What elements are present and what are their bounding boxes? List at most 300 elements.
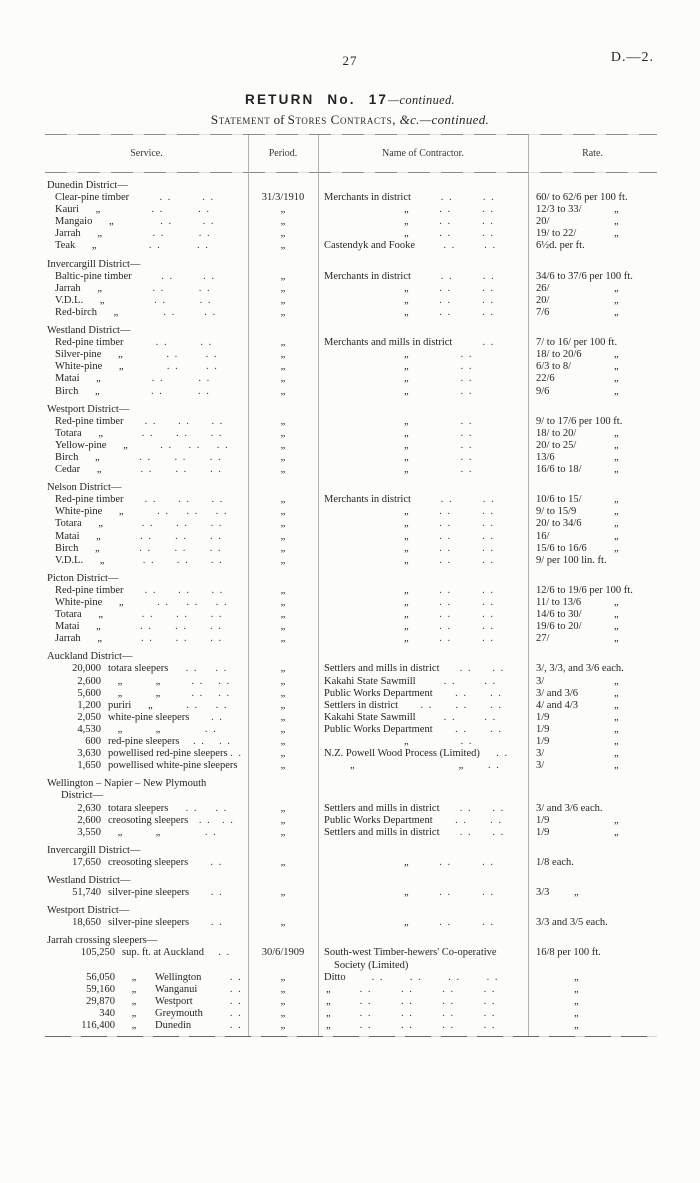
rate-value: 18/ to 20/	[536, 427, 577, 439]
contractor-cell	[318, 760, 528, 772]
contractor-name: Merchants in district	[324, 270, 411, 282]
leader-dots: . .	[359, 1007, 372, 1019]
leader-dots: . .	[460, 361, 474, 373]
ditto-mark: „	[458, 760, 464, 772]
dot-leaders	[411, 192, 525, 204]
table-row	[45, 736, 657, 748]
section-title: Auckland District—	[47, 651, 133, 663]
dot-leaders	[227, 984, 245, 996]
service-name: Teak	[55, 240, 76, 252]
contractor-cell	[318, 609, 528, 621]
ditto-mark: „	[404, 373, 409, 385]
rate-cell	[528, 815, 657, 827]
rate-value: 10/6 to 15/	[536, 494, 582, 506]
contractor-cell	[318, 307, 528, 319]
dot-leaders	[168, 803, 245, 815]
rate-cell	[528, 518, 657, 530]
place-name: Dunedin	[155, 1020, 192, 1031]
table-section	[45, 482, 657, 567]
ditto-mark: „	[404, 856, 409, 868]
dot-leaders	[177, 827, 245, 839]
table-row	[45, 827, 657, 839]
dot-leaders	[119, 633, 245, 645]
table-row	[45, 543, 657, 555]
leader-dots: . .	[175, 464, 188, 476]
ditto-mark: „	[404, 597, 409, 608]
rate-cell	[528, 609, 657, 621]
leader-dots: . .	[163, 306, 176, 318]
leader-dots: . .	[484, 240, 497, 252]
dot-leaders	[331, 1008, 525, 1020]
dot-leaders	[179, 736, 245, 748]
table-row	[45, 349, 657, 361]
contractor-cell	[318, 428, 528, 440]
table-row	[45, 633, 657, 645]
rate-cell	[528, 307, 657, 319]
ditto-mark: „	[614, 349, 619, 361]
section-title: Westland District—	[47, 325, 131, 337]
ditto-mark: „	[614, 439, 619, 451]
period-cell: „	[280, 494, 286, 506]
leader-dots: . .	[487, 760, 501, 772]
leader-dots: . .	[141, 609, 155, 621]
dot-leaders	[416, 676, 525, 688]
contractor-cell	[318, 857, 528, 869]
rate-value: 16/	[536, 530, 550, 542]
leader-dots: . .	[409, 971, 423, 983]
leader-dots: . .	[178, 494, 191, 506]
leader-dots: . .	[218, 947, 231, 959]
leader-dots: . .	[150, 385, 164, 397]
section-title: Westport District—	[47, 403, 130, 415]
rate-value: 1/9	[536, 736, 550, 748]
contractor-cell	[318, 192, 528, 204]
period-cell: „	[280, 518, 286, 530]
service-cell	[45, 827, 248, 839]
leader-dots: . .	[482, 609, 495, 621]
ditto-mark: „	[404, 228, 409, 240]
leader-dots: . .	[204, 306, 217, 318]
ditto-mark: „	[94, 385, 100, 397]
period-cell: „	[280, 802, 286, 814]
quantity-value: 2,630	[77, 802, 101, 814]
table-row	[45, 585, 657, 597]
table-row	[45, 972, 657, 984]
rate-value: 15/6 to 16/6	[536, 542, 587, 554]
rate-cell	[528, 736, 657, 748]
dot-leaders	[116, 452, 245, 464]
leader-dots: . .	[178, 584, 191, 596]
rate-cell	[528, 585, 657, 597]
service-cell	[45, 506, 248, 518]
period-cell: „	[280, 760, 286, 772]
leader-dots: . .	[191, 687, 204, 699]
leader-dots: . .	[439, 584, 452, 596]
period-cell: „	[280, 826, 286, 838]
rate-cell	[528, 386, 657, 398]
leader-dots: . .	[152, 282, 165, 294]
leader-dots: . .	[229, 995, 243, 1007]
rate-value: 3/	[536, 760, 545, 772]
period-cell: „	[280, 306, 286, 318]
contractor-cell	[318, 663, 528, 675]
leader-dots: . .	[210, 530, 223, 542]
quantity-value: 29,870	[86, 995, 115, 1007]
dot-leaders	[398, 700, 525, 712]
contractor-name: Settlers and mills in district	[324, 663, 440, 675]
column-divider-3	[528, 135, 529, 1036]
ditto-mark: „	[574, 1007, 579, 1019]
leader-dots: . .	[371, 971, 384, 983]
service-cell	[45, 295, 248, 307]
service-name: totara sleepers	[108, 802, 169, 814]
leader-dots: . .	[209, 542, 223, 554]
leader-dots: . .	[174, 451, 187, 463]
ditto-mark: „	[99, 554, 105, 566]
rate-value: 27/	[536, 633, 550, 645]
table-row	[45, 1008, 657, 1020]
leader-dots: . .	[439, 204, 452, 216]
leader-dots: . .	[210, 518, 223, 530]
ditto-mark: „	[123, 439, 128, 451]
rate-value: 60/ to 62/6 per 100 ft.	[536, 192, 628, 204]
leader-dots: . .	[211, 584, 224, 596]
service-cell	[45, 917, 248, 929]
leader-dots: . .	[210, 711, 224, 723]
ditto-mark: „	[404, 451, 409, 463]
section-title: Invercargill District—	[47, 844, 141, 856]
rate-value: 1/9	[536, 814, 550, 826]
rate-cell	[528, 748, 657, 760]
leader-dots: . .	[439, 228, 452, 240]
rate-cell	[528, 827, 657, 839]
service-name: Kauri	[55, 204, 79, 216]
service-cell	[45, 283, 248, 295]
ditto-mark: „	[404, 306, 409, 318]
leader-dots: . .	[482, 192, 496, 204]
period-cell: „	[280, 971, 286, 983]
contractor-cell	[318, 506, 528, 518]
leader-dots: . .	[198, 814, 212, 826]
leader-dots: . .	[198, 282, 212, 294]
table-row	[45, 857, 657, 869]
leader-dots: . .	[188, 439, 201, 451]
quantity-value: 3,630	[77, 748, 101, 760]
ditto-mark: „	[614, 361, 619, 373]
service-name: V.D.L.	[55, 554, 84, 566]
quantity-value: 56,050	[86, 971, 115, 983]
period-cell: „	[280, 917, 286, 929]
rate-value: 1/9	[536, 711, 550, 723]
leader-dots: . .	[178, 415, 191, 427]
leader-dots: . .	[482, 633, 495, 645]
ditto-mark: „	[404, 464, 409, 476]
dot-leaders	[409, 543, 525, 555]
contractor-cell	[318, 585, 528, 597]
section-title: Jarrah crossing sleepers—	[47, 935, 158, 947]
leader-dots: . .	[439, 306, 452, 318]
subtitle-part-1: Statement	[210, 112, 271, 127]
leader-dots: . .	[159, 192, 172, 204]
leader-dots: . .	[455, 723, 468, 735]
leader-dots: . .	[176, 554, 190, 566]
rate-value: 12/6 to 19/6 per 100 ft.	[536, 584, 633, 596]
rate-cell	[528, 917, 657, 929]
rate-cell	[528, 216, 657, 228]
ditto-mark: „	[117, 723, 123, 735]
dot-leaders	[227, 996, 245, 1008]
dot-leaders	[411, 271, 525, 283]
period-cell: „	[280, 240, 286, 252]
rate-cell	[528, 494, 657, 506]
service-cell	[45, 555, 248, 567]
column-header-contractor: Name of Contractor.	[382, 147, 464, 159]
table-row	[45, 204, 657, 216]
contractor-cell	[318, 494, 528, 506]
service-cell	[45, 204, 248, 216]
table-header-row	[45, 134, 657, 172]
leader-dots: . .	[359, 983, 372, 995]
leader-dots: . .	[482, 306, 495, 318]
table-row	[45, 1020, 657, 1032]
rate-cell	[528, 633, 657, 645]
contractor-cell	[318, 947, 528, 971]
contractor-cell	[318, 337, 528, 349]
leader-dots: . .	[218, 687, 231, 699]
service-cell	[45, 518, 248, 530]
dot-leaders	[411, 494, 525, 506]
rate-cell	[528, 373, 657, 385]
period-cell: „	[280, 554, 286, 566]
leader-dots: . .	[215, 699, 229, 711]
period-cell: „	[280, 337, 286, 349]
leader-dots: . .	[400, 983, 414, 995]
contractor-name: Kakahi State Sawmill	[324, 675, 416, 687]
ditto-mark: „	[404, 542, 409, 554]
service-cell	[45, 736, 248, 748]
ditto-mark: „	[404, 427, 409, 439]
leader-dots: . .	[198, 204, 211, 216]
leader-dots: . .	[460, 427, 474, 439]
contractor-name: Merchants in district	[324, 192, 411, 204]
contractor-name: Settlers and mills in district	[324, 802, 440, 814]
rate-value: 16/8 per 100 ft.	[536, 947, 601, 959]
dot-leaders	[463, 760, 525, 772]
leader-dots: . .	[460, 415, 474, 427]
period-cell: „	[280, 204, 286, 216]
dot-leaders	[409, 531, 525, 543]
dot-leaders	[132, 271, 245, 283]
leader-dots: . .	[439, 597, 452, 608]
dot-leaders	[121, 555, 245, 567]
table-section	[45, 875, 657, 899]
contractor-cell	[318, 676, 528, 688]
dot-leaders	[188, 815, 245, 827]
page-number: 27	[342, 53, 358, 68]
service-name: Red-pine timber	[55, 337, 124, 349]
service-cell	[45, 440, 248, 452]
leader-dots: . .	[455, 699, 468, 711]
contractor-cell	[318, 295, 528, 307]
rate-value: 14/6 to 30/	[536, 609, 582, 621]
rate-value: 22/6	[536, 373, 555, 385]
dot-leaders	[409, 440, 525, 452]
leader-dots: . .	[442, 1007, 455, 1019]
period-cell: „	[280, 282, 286, 294]
service-cell	[45, 216, 248, 228]
leader-dots: . .	[215, 663, 228, 675]
table-row	[45, 724, 657, 736]
leader-dots: . .	[193, 736, 206, 748]
dot-leaders	[409, 373, 525, 385]
contractor-cell	[318, 386, 528, 398]
leader-dots: . .	[152, 228, 165, 240]
leader-dots: . .	[203, 270, 216, 282]
ditto-mark: „	[404, 917, 409, 929]
leader-dots: . .	[483, 1007, 496, 1019]
ditto-mark: „	[117, 687, 123, 699]
rate-cell	[528, 760, 657, 772]
leader-dots: . .	[359, 995, 372, 1007]
contractor-cell	[318, 827, 528, 839]
dot-leaders	[409, 283, 525, 295]
contractor-cell	[318, 633, 528, 645]
leader-dots: . .	[400, 995, 414, 1007]
leader-dots: . .	[482, 494, 496, 506]
table-row	[45, 240, 657, 252]
ditto-mark: „	[98, 427, 103, 439]
return-title	[0, 91, 700, 109]
rate-cell	[528, 240, 657, 252]
period-cell: „	[280, 464, 286, 476]
service-name: Birch	[55, 542, 79, 554]
contractor-name: Merchants and mills in district	[324, 337, 453, 349]
leader-dots: . .	[482, 228, 495, 240]
leader-dots: . .	[197, 385, 211, 397]
ditto-mark: „	[614, 760, 619, 772]
rate-value: 1/8 each.	[536, 856, 574, 868]
leader-dots: . .	[198, 373, 211, 385]
rate-cell	[528, 295, 657, 307]
dot-leaders	[124, 416, 245, 428]
table-section	[45, 651, 657, 772]
leader-dots: . .	[229, 983, 243, 995]
service-cell	[45, 543, 248, 555]
ditto-mark: „	[614, 216, 619, 228]
leader-dots: . .	[440, 270, 454, 282]
dot-leaders	[409, 518, 525, 530]
ditto-mark: „	[326, 995, 331, 1007]
leader-dots: . .	[460, 439, 474, 451]
table-row	[45, 494, 657, 506]
service-cell	[45, 712, 248, 724]
rate-cell	[528, 531, 657, 543]
service-cell	[45, 760, 248, 772]
rate-cell	[528, 440, 657, 452]
ditto-mark: „	[574, 887, 579, 899]
leader-dots: . .	[148, 240, 162, 252]
rate-value: 9/6	[536, 385, 550, 397]
dot-leaders	[188, 857, 245, 869]
ditto-mark: „	[614, 385, 619, 397]
dot-leaders	[440, 803, 526, 815]
table-section	[45, 845, 657, 869]
contractor-cell	[318, 712, 528, 724]
service-name: Totara	[55, 427, 82, 439]
period-cell: „	[280, 228, 286, 240]
period-cell: 30/6/1909	[261, 947, 305, 959]
service-name: V.D.L.	[55, 294, 84, 306]
leader-dots: . .	[483, 983, 496, 995]
table-row	[45, 531, 657, 543]
quantity-value: 18,650	[72, 917, 101, 929]
leader-dots: . .	[482, 506, 495, 518]
dot-leaders	[409, 216, 525, 228]
period-cell: „	[280, 216, 286, 228]
table-top-rule	[45, 134, 657, 135]
rate-value: 20/ to 34/6	[536, 518, 582, 530]
contractor-cell	[318, 621, 528, 633]
service-name: Jarrah	[55, 282, 81, 294]
rate-value: 3/ and 3/6 each.	[536, 802, 603, 814]
dot-leaders	[189, 887, 245, 899]
period-cell: „	[280, 451, 286, 463]
leader-dots: . .	[229, 1007, 243, 1019]
dot-leaders	[409, 585, 525, 597]
service-cell	[45, 597, 248, 609]
rate-value: 3/3	[536, 887, 550, 899]
leader-dots: . .	[484, 675, 497, 687]
rate-cell	[528, 271, 657, 283]
quantity-value: 3,550	[77, 826, 101, 838]
dot-leaders	[119, 228, 245, 240]
table-row	[45, 337, 657, 349]
rate-value: 6/3 to 8/	[536, 361, 572, 373]
service-cell	[45, 609, 248, 621]
dot-leaders	[118, 373, 246, 385]
ditto-mark: „	[118, 506, 124, 518]
dot-leaders	[144, 440, 245, 452]
service-name: Birch	[55, 385, 79, 397]
leader-dots: . .	[211, 415, 224, 427]
service-cell	[45, 803, 248, 815]
ditto-mark: „	[97, 228, 102, 240]
service-cell	[45, 857, 248, 869]
leader-dots: . .	[439, 518, 452, 530]
dot-leaders	[409, 621, 525, 633]
ditto-mark: „	[614, 699, 619, 711]
ditto-mark: „	[91, 240, 97, 252]
dot-leaders	[177, 688, 245, 700]
rate-value: 16/6 to 18/	[536, 464, 582, 476]
leader-dots: . .	[459, 663, 473, 675]
leader-dots: . .	[174, 542, 187, 554]
ditto-mark: „	[404, 633, 409, 645]
leader-dots: . .	[439, 542, 452, 554]
contractor-name: Settlers and mills in district	[324, 826, 440, 838]
table-row	[45, 518, 657, 530]
ditto-mark: „	[96, 621, 101, 633]
dot-leaders	[118, 531, 246, 543]
service-cell	[45, 1020, 248, 1032]
ditto-mark: „	[94, 451, 100, 463]
table-section	[45, 259, 657, 319]
ditto-mark: „	[404, 385, 409, 397]
service-cell	[45, 240, 248, 252]
rate-cell	[528, 700, 657, 712]
section-title: Westland District—	[47, 874, 131, 886]
table-row	[45, 271, 657, 283]
